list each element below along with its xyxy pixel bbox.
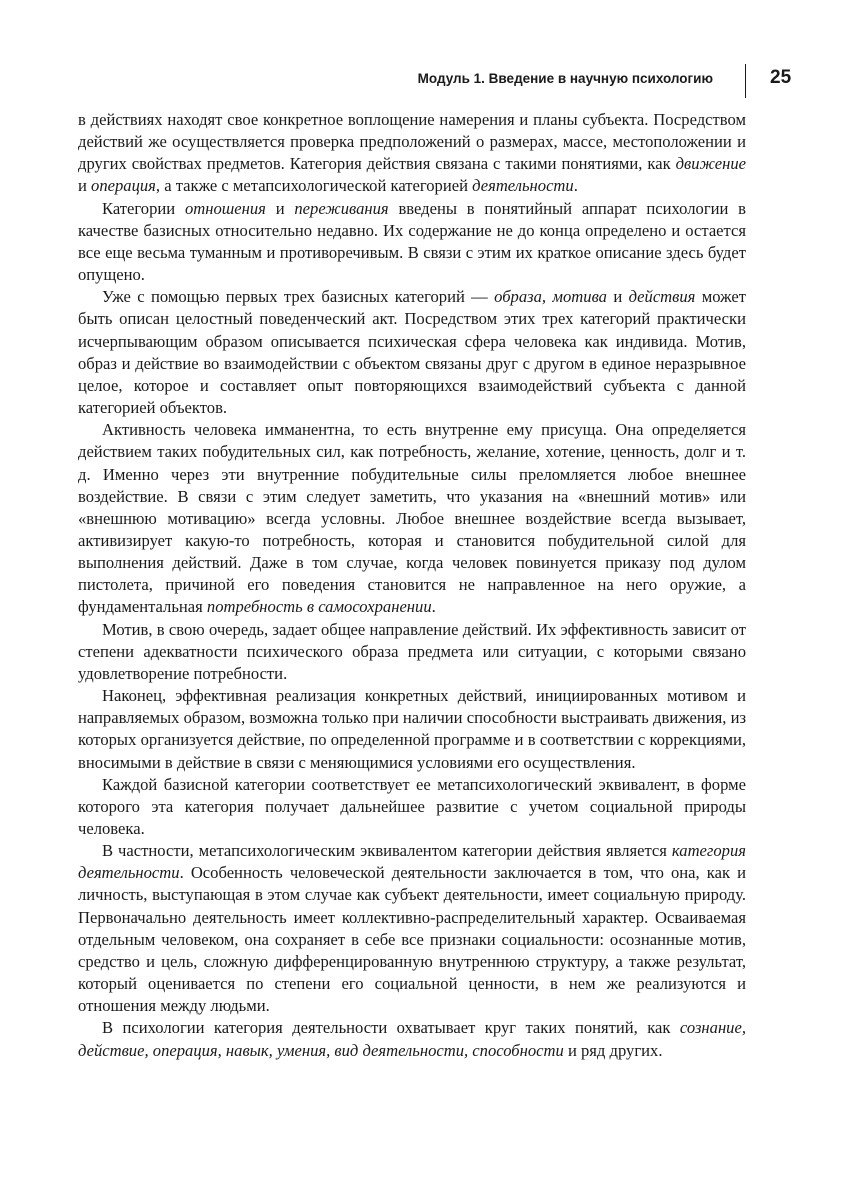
italic-term: категория деятельности xyxy=(78,841,746,883)
text-run: Категории xyxy=(102,198,185,218)
text-run: Каждой базисной категории соответствует ее метапсихологический эквивалент, в форме которого эта категория получает дальнейшее развитие с учетом социальной природы человека. xyxy=(78,774,746,838)
paragraph xyxy=(78,286,746,419)
text-run: , а также с метапсихологической категорией xyxy=(155,176,473,196)
text-run: и xyxy=(265,198,295,218)
paragraph xyxy=(78,840,746,1017)
text-run: в действиях находят свое конкретное воплощение намерения и планы субъекта. Посредством действий же осуществляется проверка предположений о размерах, массе, местоположении и других свойствах предметов. Категория действия связана с такими понятиями, как xyxy=(78,110,746,174)
italic-term: образа, мотива xyxy=(494,287,607,307)
italic-term: потребность в самосохранении xyxy=(206,597,432,617)
paragraph xyxy=(78,685,746,774)
text-run: может быть описан целостный поведенческий акт. Посредством этих трех категорий практически исчерпывающим образом описывается психическая сфера человека как индивида. Мотив, образ и действие во взаимодействии с объектом связаны друг с другом в единое неразрывное целое, которое и составляет опыт повторяющихся взаимодействий субъекта с данной категорией объектов. xyxy=(78,287,746,418)
text-run: . xyxy=(431,597,436,617)
italic-term: отношения xyxy=(184,198,266,218)
italic-term: сознание, действие, операция, навык, умения, вид деятельности, способности xyxy=(78,1018,746,1060)
italic-term: движение xyxy=(675,154,746,174)
running-head-title: Модуль 1. Введение в научную психологию xyxy=(417,71,713,86)
text-run: В психологии категория деятельности охватывает круг таких понятий, как xyxy=(102,1018,680,1038)
header-divider xyxy=(745,64,746,98)
paragraph xyxy=(78,198,746,287)
paragraph xyxy=(78,774,746,840)
text-run: и ряд других. xyxy=(563,1040,663,1060)
text-run: В частности, метапсихологическим эквивалентом категории действия является xyxy=(102,841,672,861)
text-run: Наконец, эффективная реализация конкретных действий, инициированных мотивом и направляемых образом, возможна только при наличии способности выстраивать движения, из которых организуется действие, по определенной программе и в соответствии с коррекциями, вносимыми в действие в связи с меняющимися условиями его осуществления. xyxy=(78,686,746,772)
text-run: Активность человека имманентна, то есть внутренне ему присуща. Она определяется действием таких побудительных сил, как потребность, желание, хотение, ценность, долг и т. д. Именно через эти внутренние побудительные силы преломляется любое внешнее воздействие. В связи с этим следует заметить, что указания на «внешний мотив» или «внешнюю мотивацию» всегда условны. Любое внешнее воздействие всегда вызывает, активизирует какую-то потребность, которая и становится побудительной силой для выполнения действий. Даже в том случае, когда человек повинуется приказу под дулом пистолета, причиной его поведения становится не направленное на него оружие, а фундаментальная xyxy=(78,420,746,617)
text-run: . xyxy=(573,176,578,196)
italic-term: деятельности xyxy=(472,176,574,196)
italic-term: переживания xyxy=(294,198,389,218)
text-run: введены в понятийный аппарат психологии в качестве базисных относительно недавно. Их содержание не до конца определено и остается все еще весьма туманным и противоречивым. В связи с этим их краткое описание здесь будет опущено. xyxy=(78,198,747,285)
italic-term: операция xyxy=(91,176,156,196)
paragraph xyxy=(78,619,746,685)
text-run: . Особенность человеческой деятельности заключается в том, что она, как и личность, выступающая в этом случае как субъект деятельности, имеет социальную природу. Первоначально деятельность имеет коллективно-распределительный характер. Осваиваемая отдельным человеком, она сохраняет в себе все признаки социальности: осознанные мотив, средство и цель, сложную дифференцированную внутреннюю структуру, а также результат, который оценивается по степени его социальной ценности, в нем же реализуются и отношения между людьми. xyxy=(78,863,746,1016)
running-head xyxy=(0,64,849,98)
text-run: и xyxy=(78,176,92,196)
paragraph xyxy=(78,1017,746,1061)
paragraph xyxy=(78,419,746,618)
text-run: Мотив, в свою очередь, задает общее направление действий. Их эффективность зависит от степени адекватности психического образа предмета или ситуации, с которыми связано удовлетворение потребности. xyxy=(78,619,746,683)
text-run: Уже с помощью первых трех базисных категорий — xyxy=(102,287,495,307)
text-run: и xyxy=(606,287,629,307)
body-text xyxy=(78,109,746,1062)
paragraph xyxy=(78,109,746,198)
italic-term: действия xyxy=(628,287,696,307)
page-number: 25 xyxy=(770,67,792,88)
